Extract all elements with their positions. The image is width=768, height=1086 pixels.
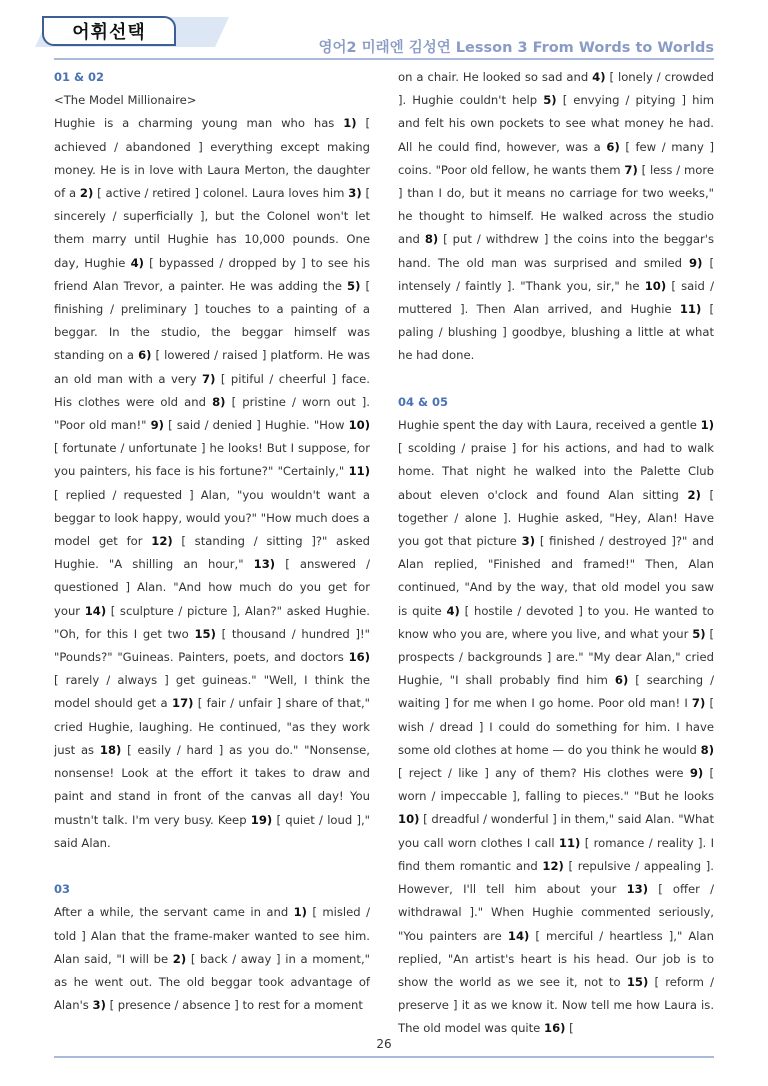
right-column [398,66,714,1041]
passage-03-part2: on a chair. He looked so sad and 4) [ lonely / crowded ]. Hughie couldn't help 5) [ envying / pitying ] him and felt his own pockets to see what money he had. All he could find, however, was a 6) [ few / many ] coins. "Poor old fellow, he wants them 7) [ less / more ] than I do, but it means no carriage for two weeks," he thought to himself. He walked across the studio and 8) [ put / withdrew ] the coins into the beggar's hand. The old man was surprised and smiled 9) [ intensely / faintly ]. "Thank you, sir," he 10) [ said / muttered ]. Then Alan arrived, and Hughie 11) [ paling / blushing ] goodbye, blushing a little at what he had done. [398,70,715,363]
blank-number: 5) [347,278,361,293]
section-heading-03: 03 [54,882,71,897]
blank-number: 18) [99,742,122,757]
header-title: 영어2 미래엔 김성연 Lesson 3 From Words to Worlds [318,40,714,56]
blank-number: 1) [700,418,714,433]
blank-number: 9) [150,418,164,433]
blank-number: 13) [626,882,649,897]
blank-number: 10) [348,418,370,433]
blank-number: 6) [614,673,629,688]
blank-number: 16) [348,650,370,665]
blank-number: 1) [293,905,307,920]
blank-number: 12) [151,534,173,549]
section-heading-01-02: 01 & 02 [54,70,105,84]
blank-number: 3) [92,998,106,1013]
blank-number: 10) [644,278,667,293]
footer-divider [54,1056,714,1058]
header-badge [42,16,176,46]
blank-number: 6) [138,348,152,363]
blank-number: 8) [700,742,714,757]
blank-number: 5) [692,626,706,641]
passage-01-02: Hughie is a charming young man who has 1) [ achieved / abandoned ] everything except making money. He is in love with Laura Merton, the daughter of a 2) [ active / retired ] colonel. Laura loves him 3) [ sincerely / superficially ], but the Colonel won't let them marry until Hughie has 10,000 pounds. One day, Hughie 4) [ bypassed / dropped by ] to see his friend Alan Trevor, a painter. He was adding the 5) [ finishing / preliminary ] touches to a painting of a beggar. In the studio, the beggar himself was standing on a 6) [ lowered / raised ] platform. He was an old man with a very 7) [ pitiful / cheerful ] face. His clothes were old and 8) [ pristine / worn out ]. "Poor old man!" 9) [ said / denied ] Hughie. "How 10) [ fortunate / unfortunate ] he looks! But I suppose, for you painters, his face is his fortune?" "Certainly," 11) [ replied / requested ] Alan, "you wouldn't want a beggar to look happy, would you?" "How much does a model get for 12) [ standing / sitting ]?" asked Hughie. "A shilling an hour," 13) [ answered / questioned ] Alan. "And how much do you get for your 14) [ sculpture / picture ], Alan?" asked Hughie. "Oh, for this I get two 15) [ thousand / hundred ]!" "Pounds?" "Guineas. Painters, poets, and doctors 16) [ rarely / always ] get guineas." "Well, I think the model should get a 17) [ fair / unfair ] share of that," cried Hughie, laughing. He continued, "as they work just as 18) [ easily / hard ] as you do." "Nonsense, nonsense! Look at the effort it takes to draw and paint and stand in front of the canvas all day! You mustn't talk. I'm very busy. Keep 19) [ quiet / loud ]," said Alan. [54,116,370,850]
blank-number: 15) [626,974,649,989]
blank-number: 15) [194,626,216,641]
blank-number: 7) [202,371,216,386]
blank-number: 9) [689,766,704,781]
blank-number: 2) [172,951,187,966]
blank-number: 14) [507,928,530,943]
blank-number: 2) [79,186,94,201]
story-subtitle: <The Model Millionaire> [54,93,197,108]
section-gap [398,368,714,391]
left-column [54,66,370,1017]
blank-number: 9) [689,255,703,270]
blank-number: 4) [130,255,144,270]
section-heading-04-05: 04 & 05 [398,394,449,409]
blank-number: 3) [521,534,536,549]
blank-number: 11) [679,302,702,317]
blank-number: 14) [84,603,107,618]
section-gap [54,855,370,878]
blank-number: 7) [624,162,638,177]
blank-number: 11) [558,835,581,850]
blank-number: 4) [446,603,460,618]
blank-number: 11) [348,464,370,479]
page-number: 26 [376,1037,392,1051]
blank-number: 6) [606,139,620,154]
passage-04-05: Hughie spent the day with Laura, received a gentle 1) [ scolding / praise ] for his actions, and had to walk home. That night he walked into the Palette Club about eleven o'clock and found Alan sitting 2) [ together / alone ]. Hughie asked, "Hey, Alan! Have you got that picture 3) [ finished / destroyed ]?" and Alan replied, "Finished and framed!" Then, Alan continued, "And by the way, that old model you saw is quite 4) [ hostile / devoted ] to you. He wanted to know who you are, where you live, and what your 5) [ prospects / backgrounds ] are." "My dear Alan," cried Hughie, "I shall probably find him 6) [ searching / waiting ] for me when I go home. Poor old man! I 7) [ wish / dread ] I could do something for him. I have some old clothes at home — do you think he would 8) [ reject / like ] any of them? His clothes were 9) [ worn / impeccable ], falling to pieces." "But he looks 10) [ dreadful / wonderful ] in them," said Alan. "What you call worn clothes I call 11) [ romance / reality ]. I find them romantic and 12) [ repulsive / appealing ]. However, I'll tell him about your 13) [ offer / withdrawal ]." When Hughie commented seriously, "You painters are 14) [ merciful / heartless ]," Alan replied, "An artist's heart is his head. Our job is to show the world as we see it, not to 15) [ reform / preserve ] it as we know it. Now tell me how Laura is. The old model was quite 16) [ [398,418,715,1036]
blank-number: 19) [250,812,273,827]
blank-number: 5) [543,93,557,108]
blank-number: 13) [253,557,276,572]
blank-number: 8) [212,394,226,409]
header-badge-label: 어휘선택 [72,22,146,43]
blank-number: 7) [691,696,706,711]
blank-number: 4) [592,70,606,84]
blank-number: 8) [424,232,439,247]
blank-number: 2) [687,487,701,502]
blank-number: 3) [348,186,362,201]
header-divider [54,58,714,60]
blank-number: 16) [544,1021,566,1036]
blank-number: 1) [343,116,357,131]
passage-03-part1: After a while, the servant came in and 1) [ misled / told ] Alan that the frame-maker wanted to see him. Alan said, "I will be 2) [ back / away ] in a moment," as he went out. The old beggar took advantage of Alan's 3) [ presence / absence ] to rest for a moment [54,905,370,1013]
blank-number: 17) [172,696,194,711]
blank-number: 10) [398,812,420,827]
blank-number: 12) [542,858,564,873]
